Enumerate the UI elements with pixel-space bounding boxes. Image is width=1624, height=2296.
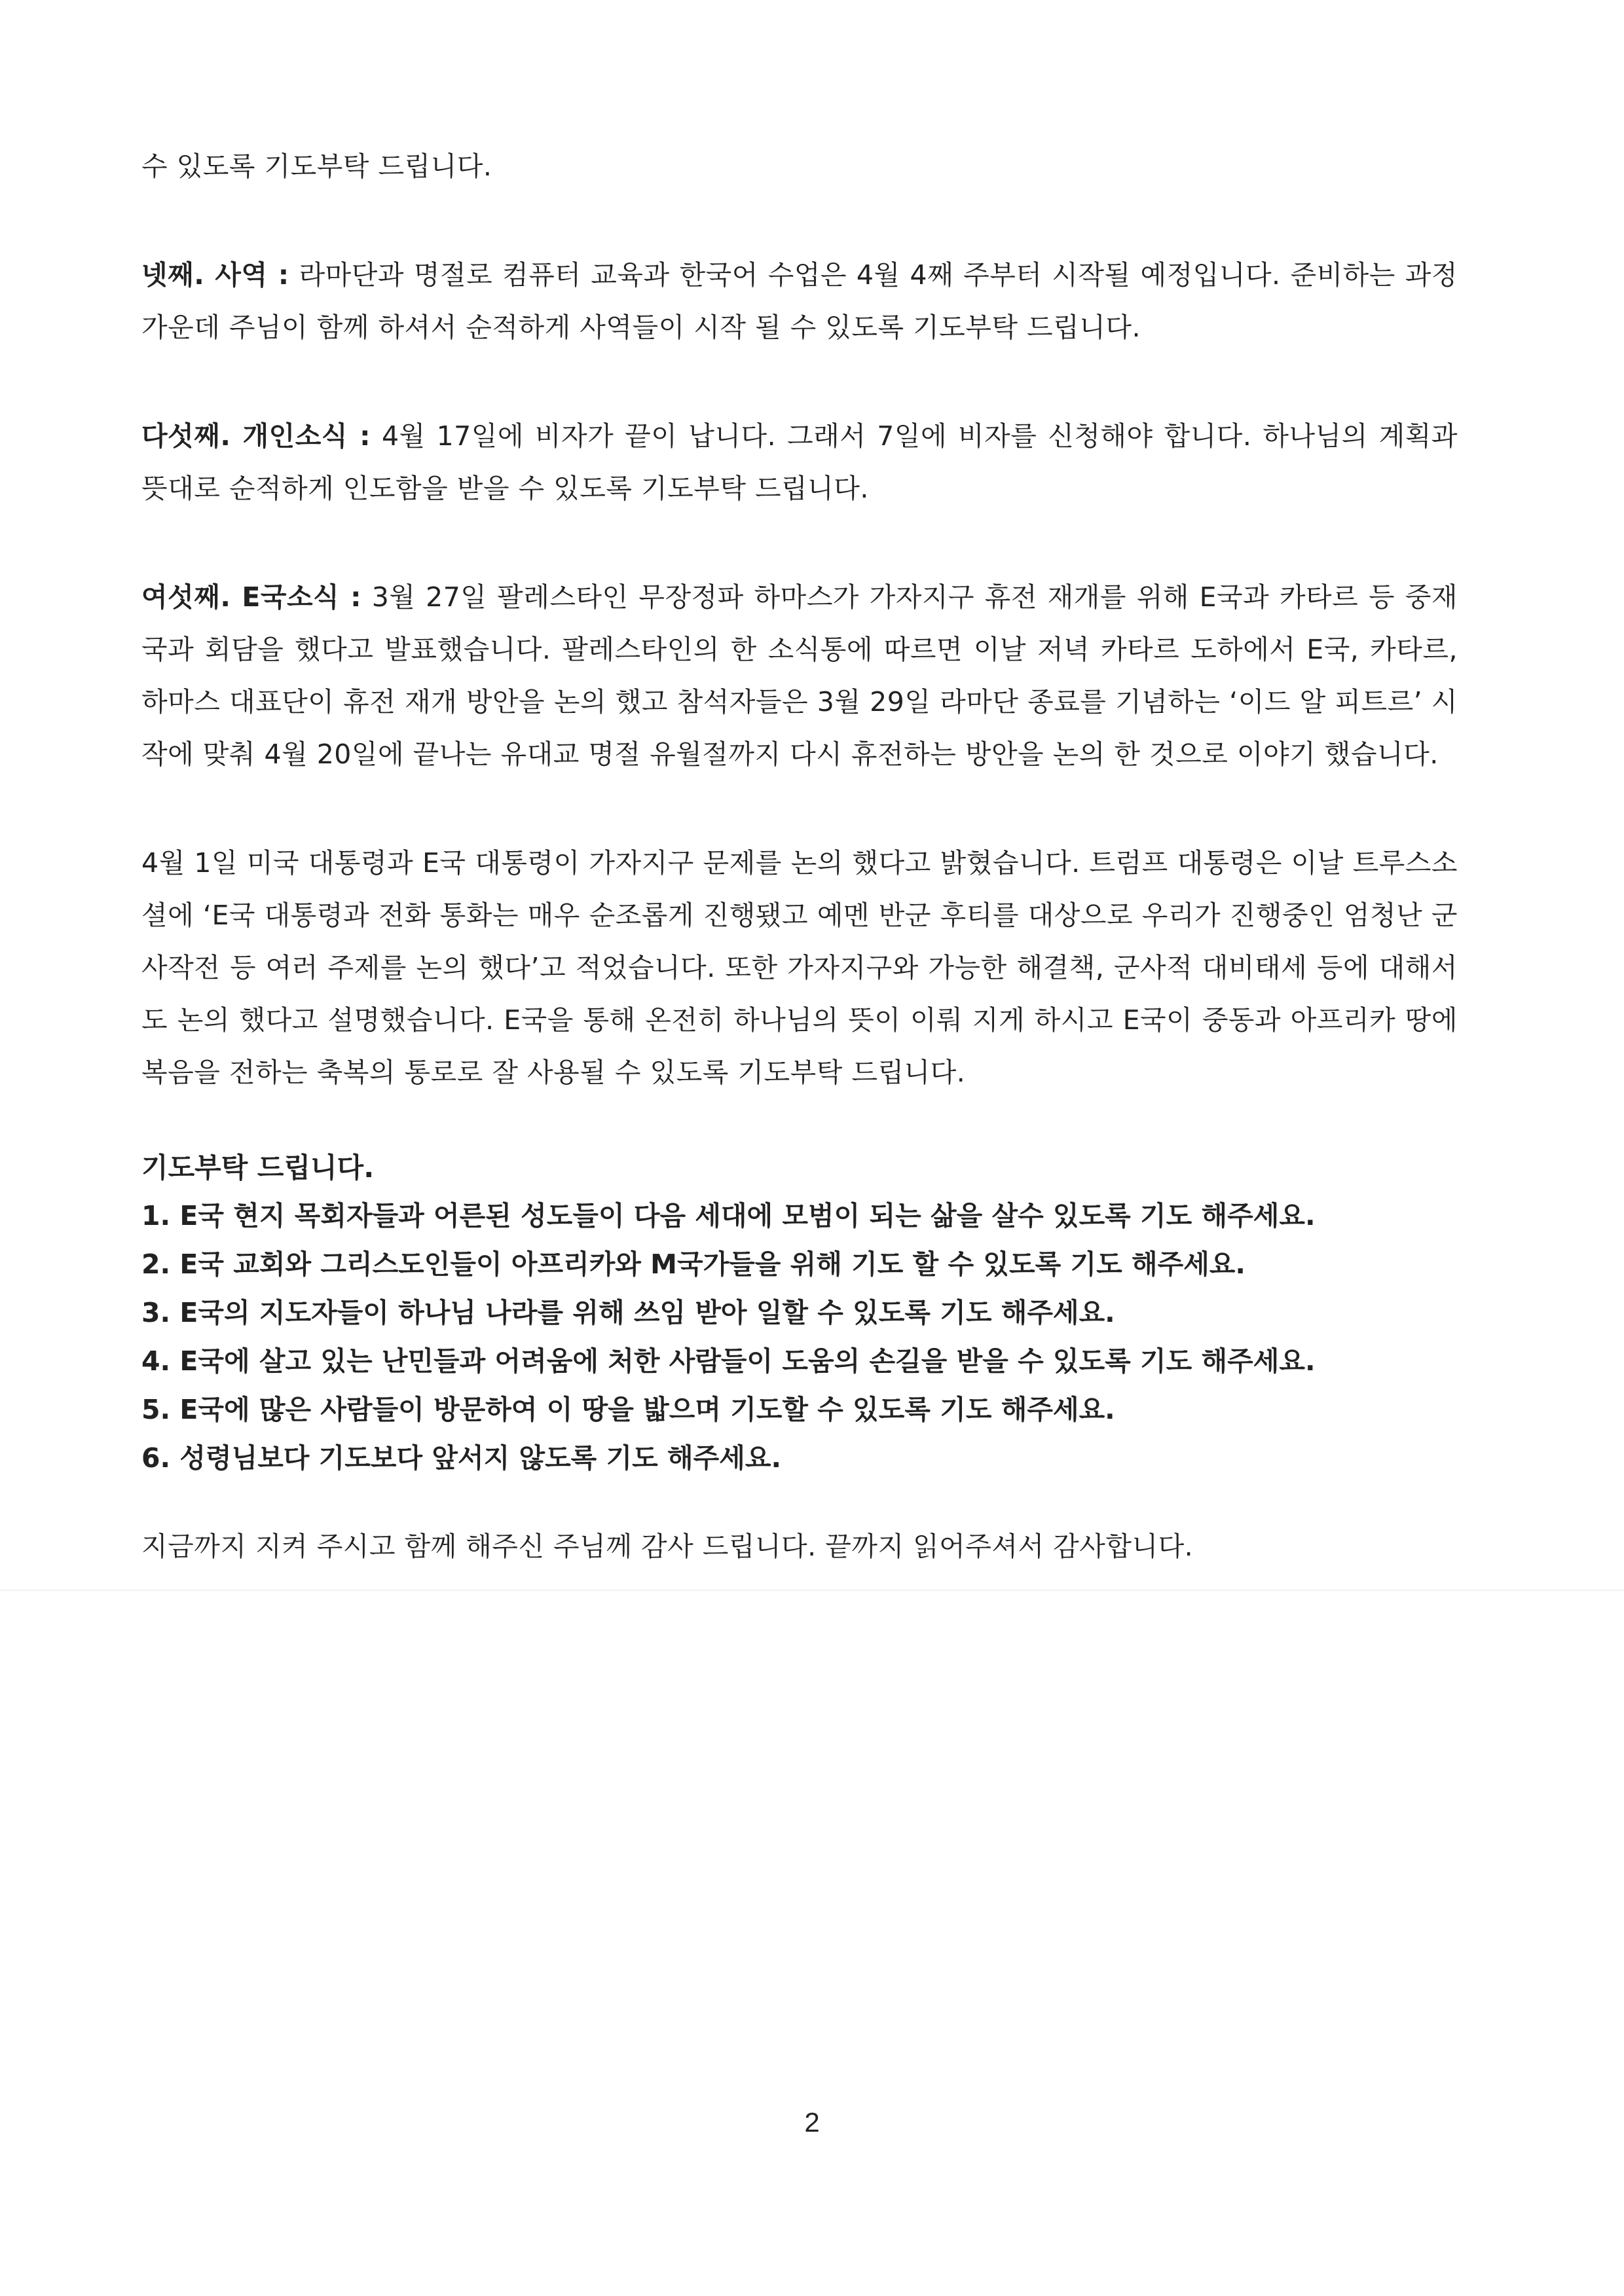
section-fifth-heading: 다섯째. 개인소식 :	[141, 420, 371, 452]
page-content	[141, 140, 1458, 1573]
closing-paragraph: 지금까지 지켜 주시고 함께 해주신 주님께 감사 드립니다. 끝까지 읽어주셔서 감사합니다.	[141, 1531, 1194, 1562]
section-fifth-body: 4월 17일에 비자가 끝이 납니다. 그래서 7일에 비자를 신청해야 합니다. 하나님의 계획과 뜻대로 순적하게 인도함을 받을 수 있도록 기도부탁 드립니다.	[141, 420, 1458, 504]
section-fourth-heading: 넷째. 사역 :	[141, 259, 289, 291]
section-fourth-body: 라마단과 명절로 컴퓨터 교육과 한국어 수업은 4월 4째 주부터 시작될 예정입니다. 준비하는 과정 가운데 주님이 함께 하셔서 순적하게 사역들이 시작 될 수 있도록 기도부탁 드립니다.	[141, 259, 1458, 343]
news-paragraph: 4월 1일 미국 대통령과 E국 대통령이 가자지구 문제를 논의 했다고 밝혔습니다. 트럼프 대통령은 이날 트루스소셜에 ‘E국 대통령과 전화 통화는 매우 순조롭게 진행됐고 예멘 반군 후티를 대상으로 우리가 진행중인 엄청난 군사작전 등 여러 주제를 논의 했다’고 적었습니다. 또한 가자지구와 가능한 해결책, 군사적 대비태세 등에 대해서도 논의 했다고 설명했습니다. E국을 통해 온전히 하나님의 뜻이 이뤄 지게 하시고 E국이 중동과 아프리카 땅에 복음을 전하는 축복의 통로로 잘 사용될 수 있도록 기도부탁 드립니다.	[141, 847, 1458, 1088]
section-sixth-paragraph	[141, 571, 1458, 780]
page-number: 2	[804, 2107, 820, 2138]
prayer-item-6: 6. 성령님보다 기도보다 앞서지 않도록 기도 해주세요.	[141, 1442, 782, 1474]
intro-tail-paragraph: 수 있도록 기도부탁 드립니다.	[141, 151, 492, 182]
prayer-item-1: 1. E국 현지 목회자들과 어른된 성도들이 다음 세대에 모범이 되는 삶을 살수 있도록 기도 해주세요.	[141, 1200, 1316, 1231]
prayer-request-list	[141, 1192, 1458, 1482]
section-sixth-body: 3월 27일 팔레스타인 무장정파 하마스가 가자지구 휴전 재개를 위해 E국과 카타르 등 중재국과 회담을 했다고 발표했습니다. 팔레스타인의 한 소식통에 따르면 이날 저녁 카타르 도하에서 E국, 카타르, 하마스 대표단이 휴전 재개 방안을 논의 했고 참석자들은 3월 29일 라마단 종료를 기념하는 ‘이드 알 피트르’ 시작에 맞춰 4월 20일에 끝나는 유대교 명절 유월절까지 다시 휴전하는 방안을 논의 한 것으로 이야기 했습니다.	[141, 581, 1458, 770]
prayer-item-2: 2. E국 교회와 그리스도인들이 아프리카와 M국가들을 위해 기도 할 수 있도록 기도 해주세요.	[141, 1248, 1246, 1280]
prayer-item-3: 3. E국의 지도자들이 하나님 나라를 위해 쓰임 받아 일할 수 있도록 기도 해주세요.	[141, 1297, 1115, 1328]
section-fourth-paragraph	[141, 249, 1458, 354]
prayer-item-5: 5. E국에 많은 사람들이 방문하여 이 땅을 밟으며 기도할 수 있도록 기도 해주세요.	[141, 1394, 1115, 1425]
section-sixth-heading: 여섯째. E국소식 :	[141, 581, 362, 613]
section-fifth-paragraph	[141, 410, 1458, 515]
prayer-item-4: 4. E국에 살고 있는 난민들과 어려움에 처한 사람들이 도움의 손길을 받을 수 있도록 기도 해주세요.	[141, 1345, 1316, 1377]
scan-divider	[0, 1590, 1624, 1591]
prayer-request-title: 기도부탁 드립니다.	[141, 1152, 375, 1184]
